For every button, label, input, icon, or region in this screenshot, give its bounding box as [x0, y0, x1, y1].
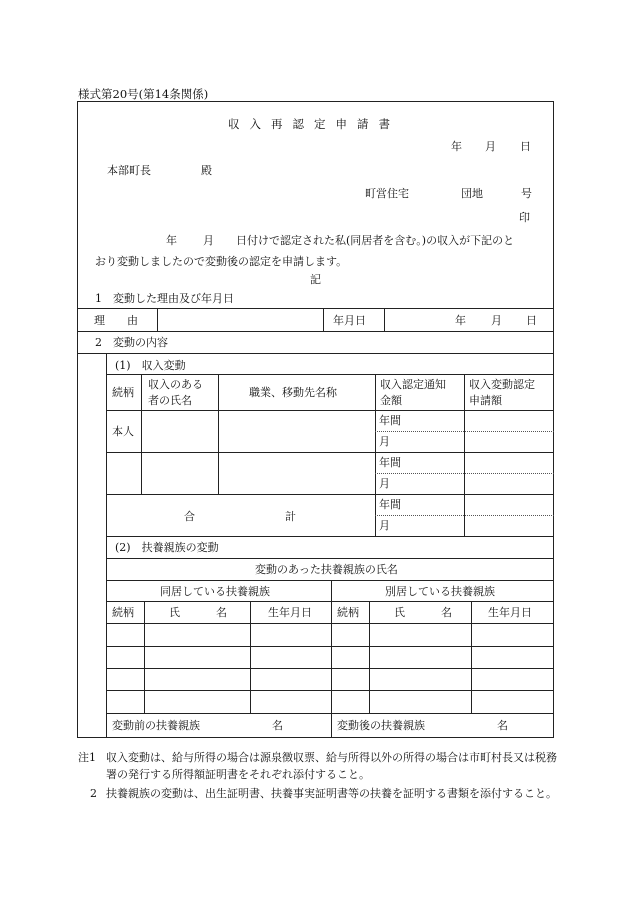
divider	[375, 473, 554, 474]
divider	[106, 536, 554, 537]
separate-col-name-2: 名	[441, 606, 452, 619]
divider	[77, 353, 554, 354]
change-date-year: 年	[455, 314, 466, 327]
income-col-relation: 続柄	[112, 386, 134, 399]
divider	[106, 410, 554, 411]
divider	[331, 580, 332, 737]
note-1	[78, 749, 558, 783]
divider	[77, 308, 554, 309]
income-annual-label: 年間	[379, 498, 401, 511]
applicant-number-label: 号	[521, 187, 532, 200]
divider	[106, 374, 554, 375]
date-day-label: 日	[520, 140, 531, 153]
divider	[106, 646, 554, 647]
dependents-after-label: 変動後の扶養親族	[337, 719, 425, 732]
body-line-2: おり変動しましたので変動後の認定を申請します。	[95, 255, 348, 268]
divider	[464, 374, 465, 536]
dependents-after-unit: 名	[497, 719, 508, 732]
divider	[144, 601, 145, 713]
section2-heading: 2 変動の内容	[95, 336, 168, 349]
income-monthly-label: 月	[379, 435, 390, 448]
cohab-col-name-2: 名	[216, 606, 227, 619]
separate-col-relation: 続柄	[337, 606, 359, 619]
cohab-col-name-1: 氏	[169, 606, 180, 619]
divider	[106, 668, 554, 669]
dependents-changed-names: 変動のあった扶養親族の氏名	[255, 563, 398, 576]
addressee-name: 本部町長	[107, 164, 151, 177]
divider	[369, 601, 370, 713]
applicant-housing-label: 町営住宅	[365, 187, 409, 200]
cohab-col-relation: 続柄	[112, 606, 134, 619]
income-col-person-1: 収入のある	[148, 378, 203, 391]
divider	[471, 601, 472, 713]
income-annual-label: 年間	[379, 414, 401, 427]
form-number: 様式第20号(第14条関係)	[78, 87, 209, 101]
income-total-1: 合	[184, 510, 195, 523]
note-2	[78, 785, 558, 802]
divider	[106, 494, 554, 495]
applicant-danchi-label: 団地	[461, 187, 483, 200]
divider	[106, 690, 554, 691]
income-col-notice-2: 金額	[380, 394, 402, 407]
divider	[375, 515, 554, 516]
note-number: 2	[90, 787, 97, 800]
divider	[323, 308, 324, 331]
divider	[375, 374, 376, 536]
divider	[106, 580, 554, 581]
income-row-self: 本人	[112, 425, 134, 438]
body-year: 年	[166, 234, 177, 247]
dependents-separate: 別居している扶養親族	[385, 585, 495, 598]
change-date-label: 年月日	[333, 314, 366, 327]
income-col-job: 職業、移動先名称	[249, 386, 337, 399]
income-col-notice-1: 収入認定通知	[380, 378, 446, 391]
note-text: 扶養親族の変動は、出生証明書、扶養事実証明書等の扶養を証明する書類を添付すること。	[106, 787, 557, 800]
divider	[106, 452, 554, 453]
note-number: 注1	[78, 751, 96, 764]
change-date-day: 日	[526, 314, 537, 327]
body-month: 月	[203, 234, 214, 247]
change-date-month: 月	[491, 314, 502, 327]
divider	[250, 601, 251, 713]
section1-heading: 1 変動した理由及び年月日	[95, 292, 234, 305]
divider	[375, 431, 554, 432]
income-col-person-2: 者の氏名	[148, 394, 192, 407]
date-year-label: 年	[451, 140, 462, 153]
dependents-before-unit: 名	[272, 719, 283, 732]
form-title: 収入再認定申請書	[228, 117, 400, 131]
income-col-request-1: 収入変動認定	[469, 378, 535, 391]
addressee-suffix: 殿	[201, 164, 212, 177]
divider	[106, 623, 554, 624]
divider	[218, 374, 219, 494]
ki-label: 記	[310, 273, 321, 286]
income-change-heading: (1) 収入変動	[115, 359, 186, 372]
divider	[106, 713, 554, 714]
income-monthly-label: 月	[379, 519, 390, 532]
seal-mark: 印	[519, 211, 530, 224]
income-total-2: 計	[285, 510, 296, 523]
divider	[384, 308, 385, 331]
divider	[141, 374, 142, 494]
divider	[106, 601, 554, 602]
date-month-label: 月	[485, 140, 496, 153]
dependents-cohabiting: 同居している扶養親族	[160, 585, 270, 598]
divider	[77, 331, 554, 332]
income-monthly-label: 月	[379, 477, 390, 490]
dependents-change-heading: (2) 扶養親族の変動	[115, 541, 219, 554]
divider	[106, 558, 554, 559]
separate-col-birth: 生年月日	[488, 606, 532, 619]
income-col-request-2: 申請額	[469, 394, 502, 407]
body-line-1: 日付けで認定された私(同居者を含む。)の収入が下記のと	[236, 234, 515, 247]
income-annual-label: 年間	[379, 456, 401, 469]
cohab-col-birth: 生年月日	[268, 606, 312, 619]
notes	[78, 749, 558, 804]
reason-label: 理 由	[94, 314, 138, 327]
separate-col-name-1: 氏	[394, 606, 405, 619]
note-text: 収入変動は、給与所得の場合は源泉徴収票、給与所得以外の所得の場合は市町村長又は税務署の発行する所得額証明書をそれぞれ添付すること。	[106, 751, 557, 781]
dependents-before-label: 変動前の扶養親族	[112, 719, 200, 732]
divider	[157, 308, 158, 331]
